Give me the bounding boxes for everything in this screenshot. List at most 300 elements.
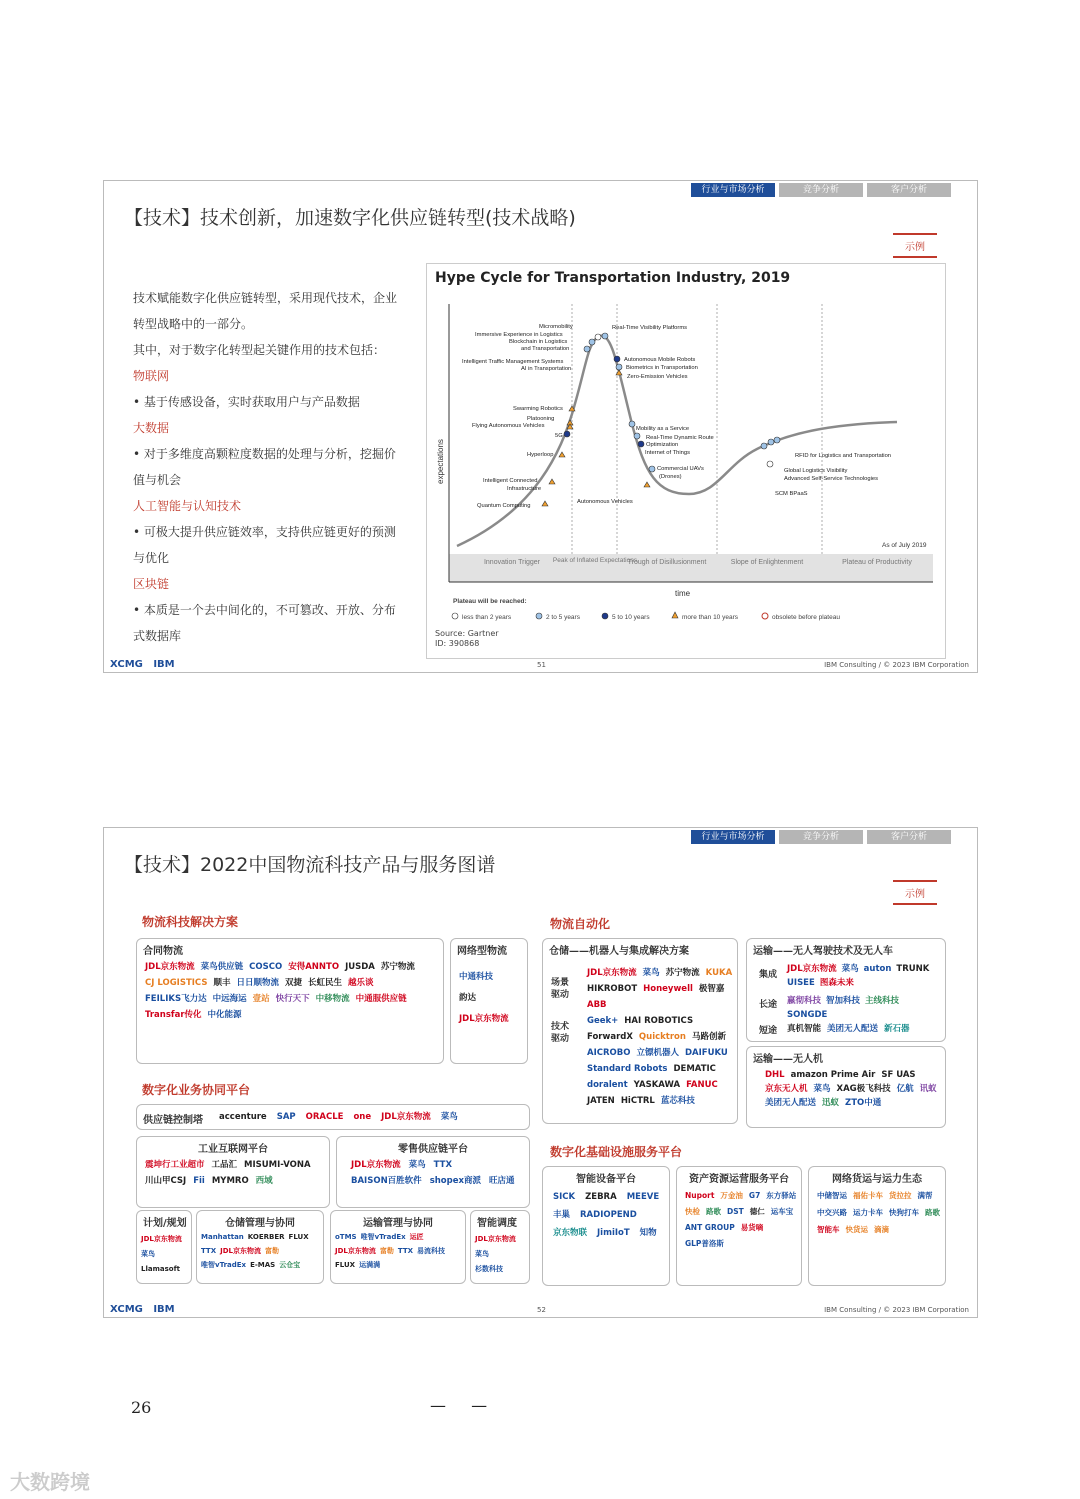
point-label: (Drones) xyxy=(659,474,682,480)
logo: 中储智运 xyxy=(817,1191,847,1200)
logo: 万金油 xyxy=(720,1191,743,1200)
logo-grid xyxy=(219,1111,525,1124)
logo-grid xyxy=(145,961,439,1022)
box-head: 计划/规划 xyxy=(143,1218,187,1229)
logo: 嬴彻科技 xyxy=(787,996,822,1006)
box-head: 运输——无人驾驶技术及无人车 xyxy=(753,946,893,957)
logo: JDL京东物流 xyxy=(351,1160,401,1170)
document-page-number: 26 xyxy=(131,1398,152,1417)
section-automation: 物流自动化 xyxy=(550,917,611,931)
page-dash: — — xyxy=(430,1396,498,1415)
logo: 日日顺物流 xyxy=(236,978,279,988)
box-contract-logistics xyxy=(136,938,444,1064)
slide-logistics-map xyxy=(103,827,978,1318)
marker-2-5y xyxy=(649,466,655,472)
logo-grid xyxy=(817,1189,943,1236)
legend-marker xyxy=(536,613,542,619)
box-planning xyxy=(136,1210,192,1284)
logo: JDL京东物流 xyxy=(220,1247,261,1255)
box-head: 智能设备平台 xyxy=(576,1174,636,1185)
logo: TRUNK xyxy=(896,964,930,974)
box-smart-devices xyxy=(542,1166,670,1286)
logo: JDL京东物流 xyxy=(475,1235,516,1243)
intro-line: 其中，对于数字化转型起关键作用的技术包括： xyxy=(133,343,386,357)
logo: 中通服供应链 xyxy=(355,994,407,1004)
logo: 富勒 xyxy=(379,1247,394,1255)
point-label: Internet of Things xyxy=(645,450,691,456)
marker-10y-plus xyxy=(559,452,565,457)
point-label: Hyperloop xyxy=(527,452,554,458)
footer-logos xyxy=(110,1304,175,1315)
logo: ZTO中通 xyxy=(845,1098,882,1108)
tab-competition[interactable]: 竞争分析 xyxy=(779,183,863,197)
logo: 越乐谈 xyxy=(348,978,374,988)
phase-label: Trough of Disillusionment xyxy=(627,559,707,566)
logo: 唯智vTradEx xyxy=(360,1233,406,1241)
intro-line: • 本质是一个去中间化的，不可篡改、开放、分布式数据库 xyxy=(133,603,396,643)
logo: 长虹民生 xyxy=(308,978,343,988)
logo: DHL xyxy=(765,1070,785,1080)
marker-5-10y xyxy=(564,431,570,437)
logo: 中化能源 xyxy=(207,1010,242,1020)
logo: doralent xyxy=(587,1080,628,1090)
point-label: Intelligent Connected xyxy=(483,478,538,484)
logo: 德仁 xyxy=(749,1207,765,1216)
box-warehouse-robots xyxy=(542,938,738,1124)
logo: Transfar传化 xyxy=(145,1010,202,1020)
intro-heading-blockchain: 区块链 xyxy=(133,577,170,591)
logo: AICROBO xyxy=(587,1048,631,1058)
logo: 智能车 xyxy=(817,1225,840,1234)
tab-competition[interactable]: 竞争分析 xyxy=(779,830,863,844)
logo: 中远海运 xyxy=(212,994,247,1004)
logo: Honeywell xyxy=(643,984,693,994)
point-label: Autonomous Mobile Robots xyxy=(624,357,696,363)
logo: 唯智vTradEx xyxy=(201,1261,247,1269)
point-label: SCM BPaaS xyxy=(775,491,808,497)
logo: 易货嘀 xyxy=(740,1223,764,1232)
logo: 货拉拉 xyxy=(889,1191,912,1200)
logo: 运车宝 xyxy=(770,1207,794,1216)
logo: HAI ROBOTICS xyxy=(624,1016,694,1026)
point-label: Swarming Robotics xyxy=(513,406,563,412)
logo: 运匠 xyxy=(409,1233,424,1241)
box-head: 仓储管理与协同 xyxy=(225,1218,295,1229)
point-label: Quantum Computing xyxy=(477,503,531,509)
point-label: 5G xyxy=(555,433,563,439)
logo: 云仓宝 xyxy=(279,1261,301,1269)
logo: TTX xyxy=(201,1247,217,1255)
ibm-logo: IBM xyxy=(153,1304,175,1315)
logo: XAG极飞科技 xyxy=(836,1084,891,1094)
point-label: AI in Transportation xyxy=(521,366,572,372)
logo: 快狗打车 xyxy=(889,1208,919,1217)
logo: Llamasoft xyxy=(141,1265,180,1273)
point-label: Real-Time Dynamic Route xyxy=(646,435,714,441)
logo: 主线科技 xyxy=(865,996,900,1006)
box-head: 零售供应链平台 xyxy=(398,1144,468,1155)
logo: SICK xyxy=(553,1192,576,1202)
logo-grid xyxy=(787,995,943,1022)
point-label: Mobility as a Service xyxy=(636,426,690,432)
logo: 运力卡车 xyxy=(853,1208,883,1217)
logo: 快货运 xyxy=(845,1225,868,1234)
logo: FEILIKS飞力达 xyxy=(145,994,207,1004)
logo: 丰巢 xyxy=(553,1210,571,1220)
marker-under-2y xyxy=(595,334,601,340)
logo: KUKA xyxy=(705,968,733,978)
logo: 安得ANNTO xyxy=(288,962,340,972)
logo: 知物 xyxy=(639,1228,657,1238)
footer-logos xyxy=(110,659,175,670)
marker-2-5y xyxy=(602,333,608,339)
box-freight-ecosystem xyxy=(808,1166,946,1286)
logo: 菜鸟 xyxy=(642,968,660,978)
logo: SONGDE xyxy=(787,1010,828,1020)
marker-2-5y xyxy=(634,433,640,439)
tab-industry-market[interactable]: 行业与市场分析 xyxy=(691,183,775,197)
logo: 菜鸟 xyxy=(141,1250,155,1258)
logo-grid xyxy=(765,1069,943,1110)
logo: YASKAWA xyxy=(633,1080,681,1090)
point-label: and Transportation xyxy=(521,346,570,352)
intro-heading-ai: 人工智能与认知技术 xyxy=(133,499,242,513)
logo: 智加科技 xyxy=(826,996,861,1006)
slide-tabs xyxy=(691,183,951,197)
logo: 富勒 xyxy=(265,1247,279,1255)
xcmg-logo: XCMG xyxy=(110,1304,143,1315)
logo: 快检 xyxy=(685,1207,700,1216)
row-label: 短途 xyxy=(759,1026,778,1036)
logo: SAP xyxy=(276,1112,296,1122)
legend-item: obsolete before plateau xyxy=(772,614,840,621)
logo-grid xyxy=(587,967,735,1012)
logo: JDL京东物流 xyxy=(787,964,837,974)
phase-label: Slope of Enlightenment xyxy=(730,559,804,566)
logo: 菜鸟 xyxy=(841,964,859,974)
logo: ANT GROUP xyxy=(685,1223,735,1232)
logo: 中交兴路 xyxy=(817,1208,847,1217)
logo: 福佑卡车 xyxy=(853,1191,883,1200)
as-of-label: As of July 2019 xyxy=(882,542,927,549)
logo: DST xyxy=(727,1207,744,1216)
logo: 极智嘉 xyxy=(698,984,725,994)
logo: 杉数科技 xyxy=(475,1265,503,1273)
logo-grid xyxy=(685,1189,801,1250)
logo: 新石器 xyxy=(884,1024,910,1034)
logo: ZEBRA xyxy=(585,1192,617,1202)
logo-grid xyxy=(587,1015,735,1108)
logo: HIKROBOT xyxy=(587,984,638,994)
source-text: Source: Gartner xyxy=(435,629,499,638)
logo: HiCTRL xyxy=(620,1096,655,1106)
logo: 苏宁物流 xyxy=(665,968,700,978)
logo: Manhattan xyxy=(201,1233,244,1241)
logo: oTMS xyxy=(335,1233,357,1241)
logo-grid xyxy=(201,1231,323,1272)
slide-page-number: 51 xyxy=(537,661,546,669)
marker-10y-plus xyxy=(644,482,650,487)
intro-line: • 可极大提升供应链效率，支持供应链更好的预测与优化 xyxy=(133,525,396,565)
phase-label: Plateau of Productivity xyxy=(842,559,912,566)
logo: Nuport xyxy=(685,1191,715,1200)
logo: 路歌 xyxy=(706,1207,721,1216)
point-label: Intelligent Traffic Management Systems xyxy=(462,359,564,365)
logo: 菜鸟 xyxy=(440,1112,458,1122)
logo-grid xyxy=(787,963,943,990)
point-label: Optimization xyxy=(646,442,679,448)
logo: auton xyxy=(863,964,892,974)
logo: 中移物流 xyxy=(315,994,350,1004)
logo: ABB xyxy=(587,1000,607,1010)
logo: TTX xyxy=(433,1160,453,1170)
logo-grid xyxy=(335,1231,465,1272)
logo-grid xyxy=(141,1233,191,1276)
logo: 真机智能 xyxy=(787,1024,822,1034)
intro-line: • 对于多维度高颗粒度数据的处理与分析，挖掘价值与机会 xyxy=(133,447,396,487)
box-head: 工业互联网平台 xyxy=(198,1144,268,1155)
logo: 菜鸟 xyxy=(475,1250,489,1258)
point-label: RFID for Logistics and Transportation xyxy=(795,453,892,459)
logo: 壹站 xyxy=(252,994,270,1004)
legend-item: 2 to 5 years xyxy=(546,614,580,621)
logo: 京东物联 xyxy=(553,1228,588,1238)
intro-text xyxy=(133,285,405,649)
logo: 中通科技 xyxy=(459,972,494,982)
x-axis-label: time xyxy=(675,589,691,598)
hype-cycle-chart xyxy=(426,263,946,659)
logo: 菜鸟 xyxy=(813,1084,831,1094)
box-head: 网络型物流 xyxy=(457,946,507,957)
legend-title: Plateau will be reached: xyxy=(453,598,527,605)
logo: 图森未来 xyxy=(819,978,854,988)
logo: 立镖机器人 xyxy=(636,1048,679,1058)
logo: MEEVE xyxy=(626,1192,660,1202)
slide-hype-cycle xyxy=(103,180,978,673)
logo: UISEE xyxy=(787,978,815,988)
logo: 运满满 xyxy=(359,1261,381,1269)
logo: FLUX xyxy=(335,1261,356,1269)
section-collab: 数字化业务协同平台 xyxy=(142,1083,251,1097)
logo: JDL京东物流 xyxy=(335,1247,376,1255)
logo-grid xyxy=(351,1159,527,1188)
row-label: 长途 xyxy=(759,1000,778,1010)
box-head: 合同物流 xyxy=(143,946,183,957)
logo: JUSDA xyxy=(345,962,375,972)
logo: CJ LOGISTICS xyxy=(145,978,208,988)
logo: Standard Robots xyxy=(587,1064,668,1074)
logo: FANUC xyxy=(686,1080,718,1090)
hype-title: Hype Cycle for Transportation Industry, 2019 xyxy=(435,270,791,286)
box-head: 网络货运与运力生态 xyxy=(832,1174,922,1185)
box-head: 智能调度 xyxy=(477,1218,517,1229)
box-smart-dispatch xyxy=(470,1210,530,1284)
marker-2-5y xyxy=(768,439,774,445)
logo: 双捷 xyxy=(284,978,302,988)
row-label: 集成 xyxy=(759,970,778,980)
logo: 亿航 xyxy=(896,1084,914,1094)
box-industrial-internet xyxy=(136,1136,330,1208)
box-head: 供应链控制塔 xyxy=(143,1115,203,1126)
logo: JDL京东物流 xyxy=(459,1014,509,1024)
example-tag: 示例 xyxy=(893,880,937,905)
logo: 顺丰 xyxy=(213,978,231,988)
logo: ORACLE xyxy=(305,1112,344,1122)
box-head: 资产资源运营服务平台 xyxy=(689,1174,789,1185)
logo-grid xyxy=(475,1233,529,1276)
point-label: Infrastructure xyxy=(507,486,542,492)
legend-marker xyxy=(452,613,458,619)
ibm-logo: IBM xyxy=(153,659,175,670)
point-label: Zero-Emission Vehicles xyxy=(627,374,688,380)
point-label: Autonomous Vehicles xyxy=(577,499,633,505)
box-asset-services xyxy=(676,1166,802,1286)
logo: JDL京东物流 xyxy=(587,968,637,978)
box-warehouse-mgmt xyxy=(196,1210,324,1284)
logo: 满帮 xyxy=(917,1191,933,1200)
logo: 菜鸟 xyxy=(408,1160,426,1170)
xcmg-logo: XCMG xyxy=(110,659,143,670)
logo: JATEN xyxy=(587,1096,615,1106)
point-label: Platooning xyxy=(527,416,555,422)
intro-heading-bigdata: 大数据 xyxy=(133,421,170,435)
phase-label: Innovation Trigger xyxy=(483,559,541,566)
section-solutions: 物流科技解决方案 xyxy=(142,915,239,929)
logo: accenture xyxy=(219,1112,267,1122)
logo: 京东无人机 xyxy=(765,1084,808,1094)
copyright: IBM Consulting / © 2023 IBM Corporation xyxy=(824,661,969,669)
logo: Fii xyxy=(193,1176,205,1186)
logo: 韵达 xyxy=(459,993,477,1003)
box-retail-platform xyxy=(336,1136,530,1208)
marker-5-10y xyxy=(614,356,620,362)
logo: 易流科技 xyxy=(417,1247,445,1255)
logo: shopex商派 xyxy=(429,1176,481,1186)
legend-marker xyxy=(672,612,678,618)
phase-label: Peak of Inflated Expectations xyxy=(552,557,638,564)
logo-grid xyxy=(787,1023,943,1036)
logo-grid xyxy=(553,1191,667,1240)
hype-source xyxy=(435,629,499,649)
marker-2-5y xyxy=(584,346,590,352)
logo: 东方驿站 xyxy=(766,1191,797,1200)
logo: 苏宁物流 xyxy=(380,962,415,972)
logo: 路歌 xyxy=(925,1208,940,1217)
row-label: 技术驱动 xyxy=(551,1022,570,1044)
point-label: Biometrics in Transportation xyxy=(626,365,698,371)
example-tag: 示例 xyxy=(893,233,937,258)
row-label: 场景驱动 xyxy=(551,978,570,1000)
hype-svg xyxy=(427,264,947,660)
tab-industry-market[interactable]: 行业与市场分析 xyxy=(691,830,775,844)
intro-line: 技术赋能数字化供应链转型，采用现代技术，企业转型战略中的一部分。 xyxy=(133,291,398,331)
point-label: Immersive Experience in Logistics xyxy=(475,332,563,338)
logo-grid xyxy=(145,1159,325,1188)
point-label: Flying Autonomous Vehicles xyxy=(472,423,545,429)
slide-title: 【技术】技术创新，加速数字化供应链转型(技术战略) xyxy=(124,207,576,229)
logo-grid xyxy=(459,971,525,1026)
legend-item: 5 to 10 years xyxy=(612,614,650,621)
logo: JDL京东物流 xyxy=(141,1235,182,1243)
legend-item: more than 10 years xyxy=(682,614,739,621)
source-id: ID: 390868 xyxy=(435,639,480,648)
point-label: Commercial UAVs xyxy=(657,466,704,472)
logo: GLP普洛斯 xyxy=(685,1239,724,1248)
logo: DAIFUKU xyxy=(684,1048,728,1058)
logo: JimiIoT xyxy=(597,1228,630,1238)
legend-marker xyxy=(762,613,768,619)
tab-customer[interactable]: 客户分析 xyxy=(867,183,951,197)
logo: SF UAS xyxy=(881,1070,916,1080)
point-label: Global Logistics Visibility xyxy=(784,468,848,474)
logo: G7 xyxy=(748,1191,761,1200)
logo: amazon Prime Air xyxy=(790,1070,876,1080)
logo: 美团无人配送 xyxy=(765,1098,817,1108)
logo: MYMRO xyxy=(211,1176,249,1186)
copyright: IBM Consulting / © 2023 IBM Corporation xyxy=(824,1306,969,1314)
box-drones xyxy=(746,1046,946,1128)
logo: Geek+ xyxy=(587,1016,619,1026)
marker-2-5y xyxy=(629,421,635,427)
box-transport-mgmt xyxy=(330,1210,466,1284)
intro-heading-iot: 物联网 xyxy=(133,369,170,383)
slide-tabs xyxy=(691,830,951,844)
logo: BAISON百胜软件 xyxy=(351,1176,422,1186)
box-autonomous-driving xyxy=(746,938,946,1042)
logo: one xyxy=(353,1112,372,1122)
logo: 菜鸟供应链 xyxy=(200,962,244,972)
point-label: Micromobility xyxy=(539,324,573,330)
logo: JDL京东物流 xyxy=(381,1112,431,1122)
logo: RADIOPEND xyxy=(580,1210,637,1220)
legend-item: less than 2 years xyxy=(462,614,512,621)
logo: KOERBER xyxy=(247,1233,285,1241)
slide-title: 【技术】2022中国物流科技产品与服务图谱 xyxy=(124,854,496,876)
point-label: Advanced Self-Service Technologies xyxy=(784,476,878,482)
logo: 工品汇 xyxy=(211,1160,238,1170)
logo: 滴滴 xyxy=(874,1225,889,1234)
logo: TTX xyxy=(397,1247,413,1255)
marker-2-5y xyxy=(761,443,767,449)
box-network-logistics xyxy=(450,938,528,1064)
logo: 蓝芯科技 xyxy=(660,1096,695,1106)
marker-2-5y xyxy=(616,364,622,370)
slide-page-number: 52 xyxy=(537,1306,546,1314)
logo: COSCO xyxy=(249,962,283,972)
point-label: Blockchain in Logistics xyxy=(509,339,568,345)
watermark: 大数跨境 xyxy=(10,1470,90,1494)
box-control-tower xyxy=(136,1104,530,1130)
logo: Quicktron xyxy=(638,1032,686,1042)
tab-customer[interactable]: 客户分析 xyxy=(867,830,951,844)
logo: 马路创新 xyxy=(691,1032,726,1042)
legend-marker xyxy=(602,613,608,619)
logo: 迅蚁 xyxy=(822,1098,840,1108)
logo: 川山甲CSJ xyxy=(145,1176,187,1186)
marker-10y-plus xyxy=(542,501,548,506)
marker-10y-plus xyxy=(549,479,555,484)
logo: 西域 xyxy=(255,1176,273,1186)
logo: 讯蚁 xyxy=(919,1084,937,1094)
box-head: 仓储——机器人与集成解决方案 xyxy=(549,946,689,957)
marker-under-2y xyxy=(767,461,773,467)
section-infra: 数字化基础设施服务平台 xyxy=(550,1145,683,1159)
logo: JDL京东物流 xyxy=(145,962,195,972)
point-label: Real-Time Visibility Platforms xyxy=(612,325,688,331)
logo: 美团无人配送 xyxy=(827,1024,879,1034)
marker-2-5y xyxy=(774,437,780,443)
logo: E-MAS xyxy=(250,1261,276,1269)
